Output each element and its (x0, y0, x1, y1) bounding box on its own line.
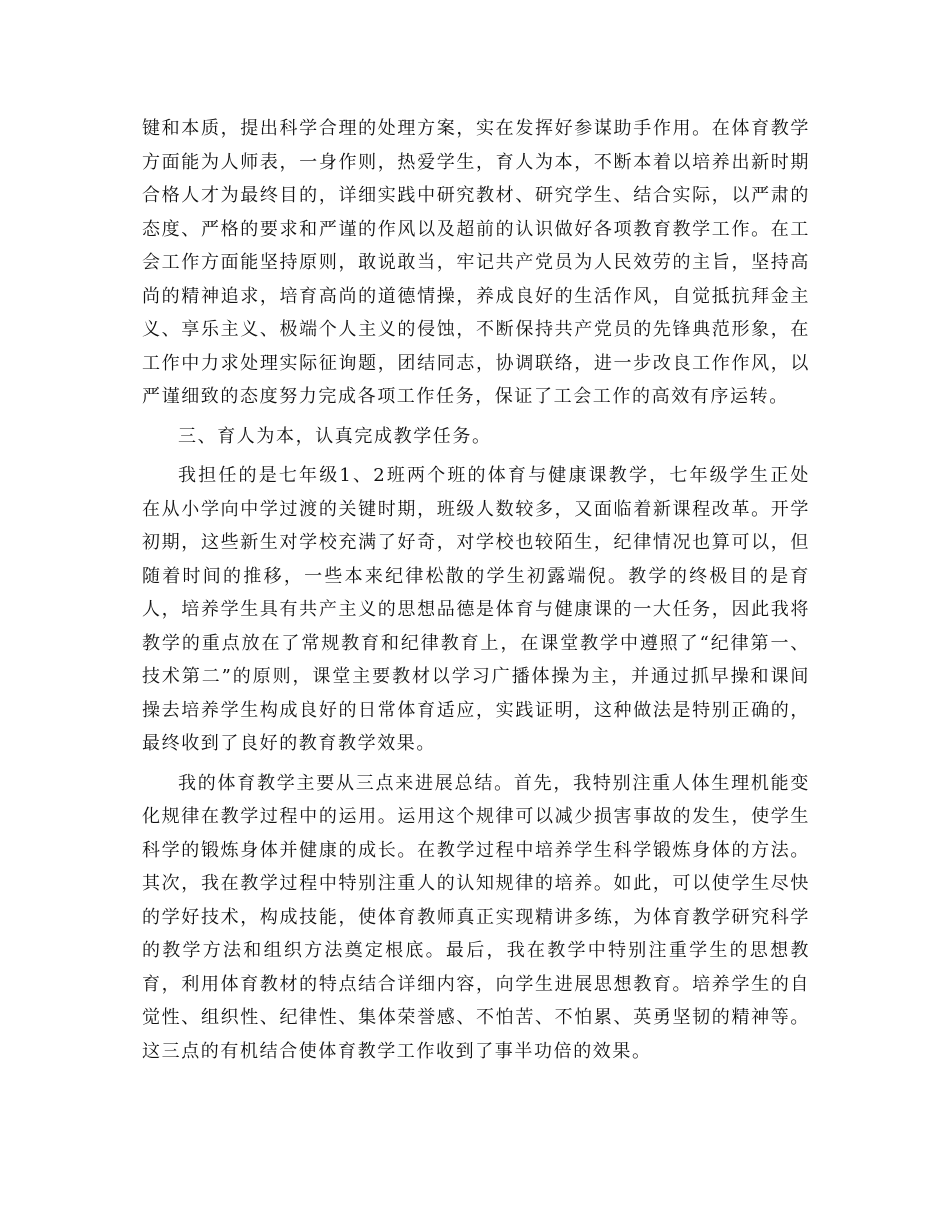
paragraph-continued: 键和本质，提出科学合理的处理方案，实在发挥好参谋助手作用。在体育教学方面能为人师表，一身作则，热爱学生，育人为本，不断本着以培养出新时期合格人才为最终目的，详细实践中研究教材、研究学生、结合实际，以严肃的态度、严格的要求和严谨的作风以及超前的认识做好各项教育教学工作。在工会工作方面能坚持原则，敢说敢当，牢记共产党员为人民效劳的主旨，坚持高尚的精神追求，培育高尚的道德情操，养成良好的生活作风，自觉抵抗拜金主义、享乐主义、极端个人主义的侵蚀，不断保持共产党员的先锋典范形象，在工作中力求处理实际征询题，团结同志，协调联络，进一步改良工作作风，以严谨细致的态度努力完成各项工作任务，保证了工会工作的高效有序运转。 (142, 118, 810, 407)
paragraph-teaching-grade-seven: 我担任的是七年级1、2班两个班的体育与健康课教学，七年级学生正处在从小学向中学过渡的关键时期，班级人数较多，又面临着新课程改革。开学初期，这些新生对学校充满了好奇，对学校也较陌生，纪律情况也算可以，但随着时间的推移，一些本来纪律松散的学生初露端倪。教学的终极目的是育人，培养学生具有共产主义的思想品德是体育与健康课的一大任务，因此我将教学的重点放在了常规教育和纪律教育上，在课堂教学中遵照了“纪律第一、技术第二”的原则，课堂主要教材以学习广播体操为主，并通过抓早操和课间操去培养学生构成良好的日常体育适应，实践证明，这种做法是特别正确的，最终收到了良好的教育教学效果。 (142, 465, 810, 754)
document-body (142, 112, 810, 1074)
section-heading-three: 三、育人为本，认真完成教学任务。 (178, 425, 492, 447)
paragraph-teaching-summary: 我的体育教学主要从三点来进展总结。首先，我特别注重人体生理机能变化规律在教学过程中的运用。运用这个规律可以减少损害事故的发生，使学生科学的锻炼身体并健康的成长。在教学过程中培养学生科学锻炼身体的方法。其次，我在教学过程中特别注重人的认知规律的培养。如此，可以使学生尽快的学好技术，构成技能，使体育教师真正实现精讲多练，为体育教学研究科学的教学方法和组织方法奠定根底。最后，我在教学中特别注重学生的思想教育，利用体育教材的特点结合详细内容，向学生进展思想教育。培养学生的自觉性、组织性、纪律性、集体荣誉感、不怕苦、不怕累、英勇坚韧的精神等。这三点的有机结合使体育教学工作收到了事半功倍的效果。 (142, 772, 810, 1062)
